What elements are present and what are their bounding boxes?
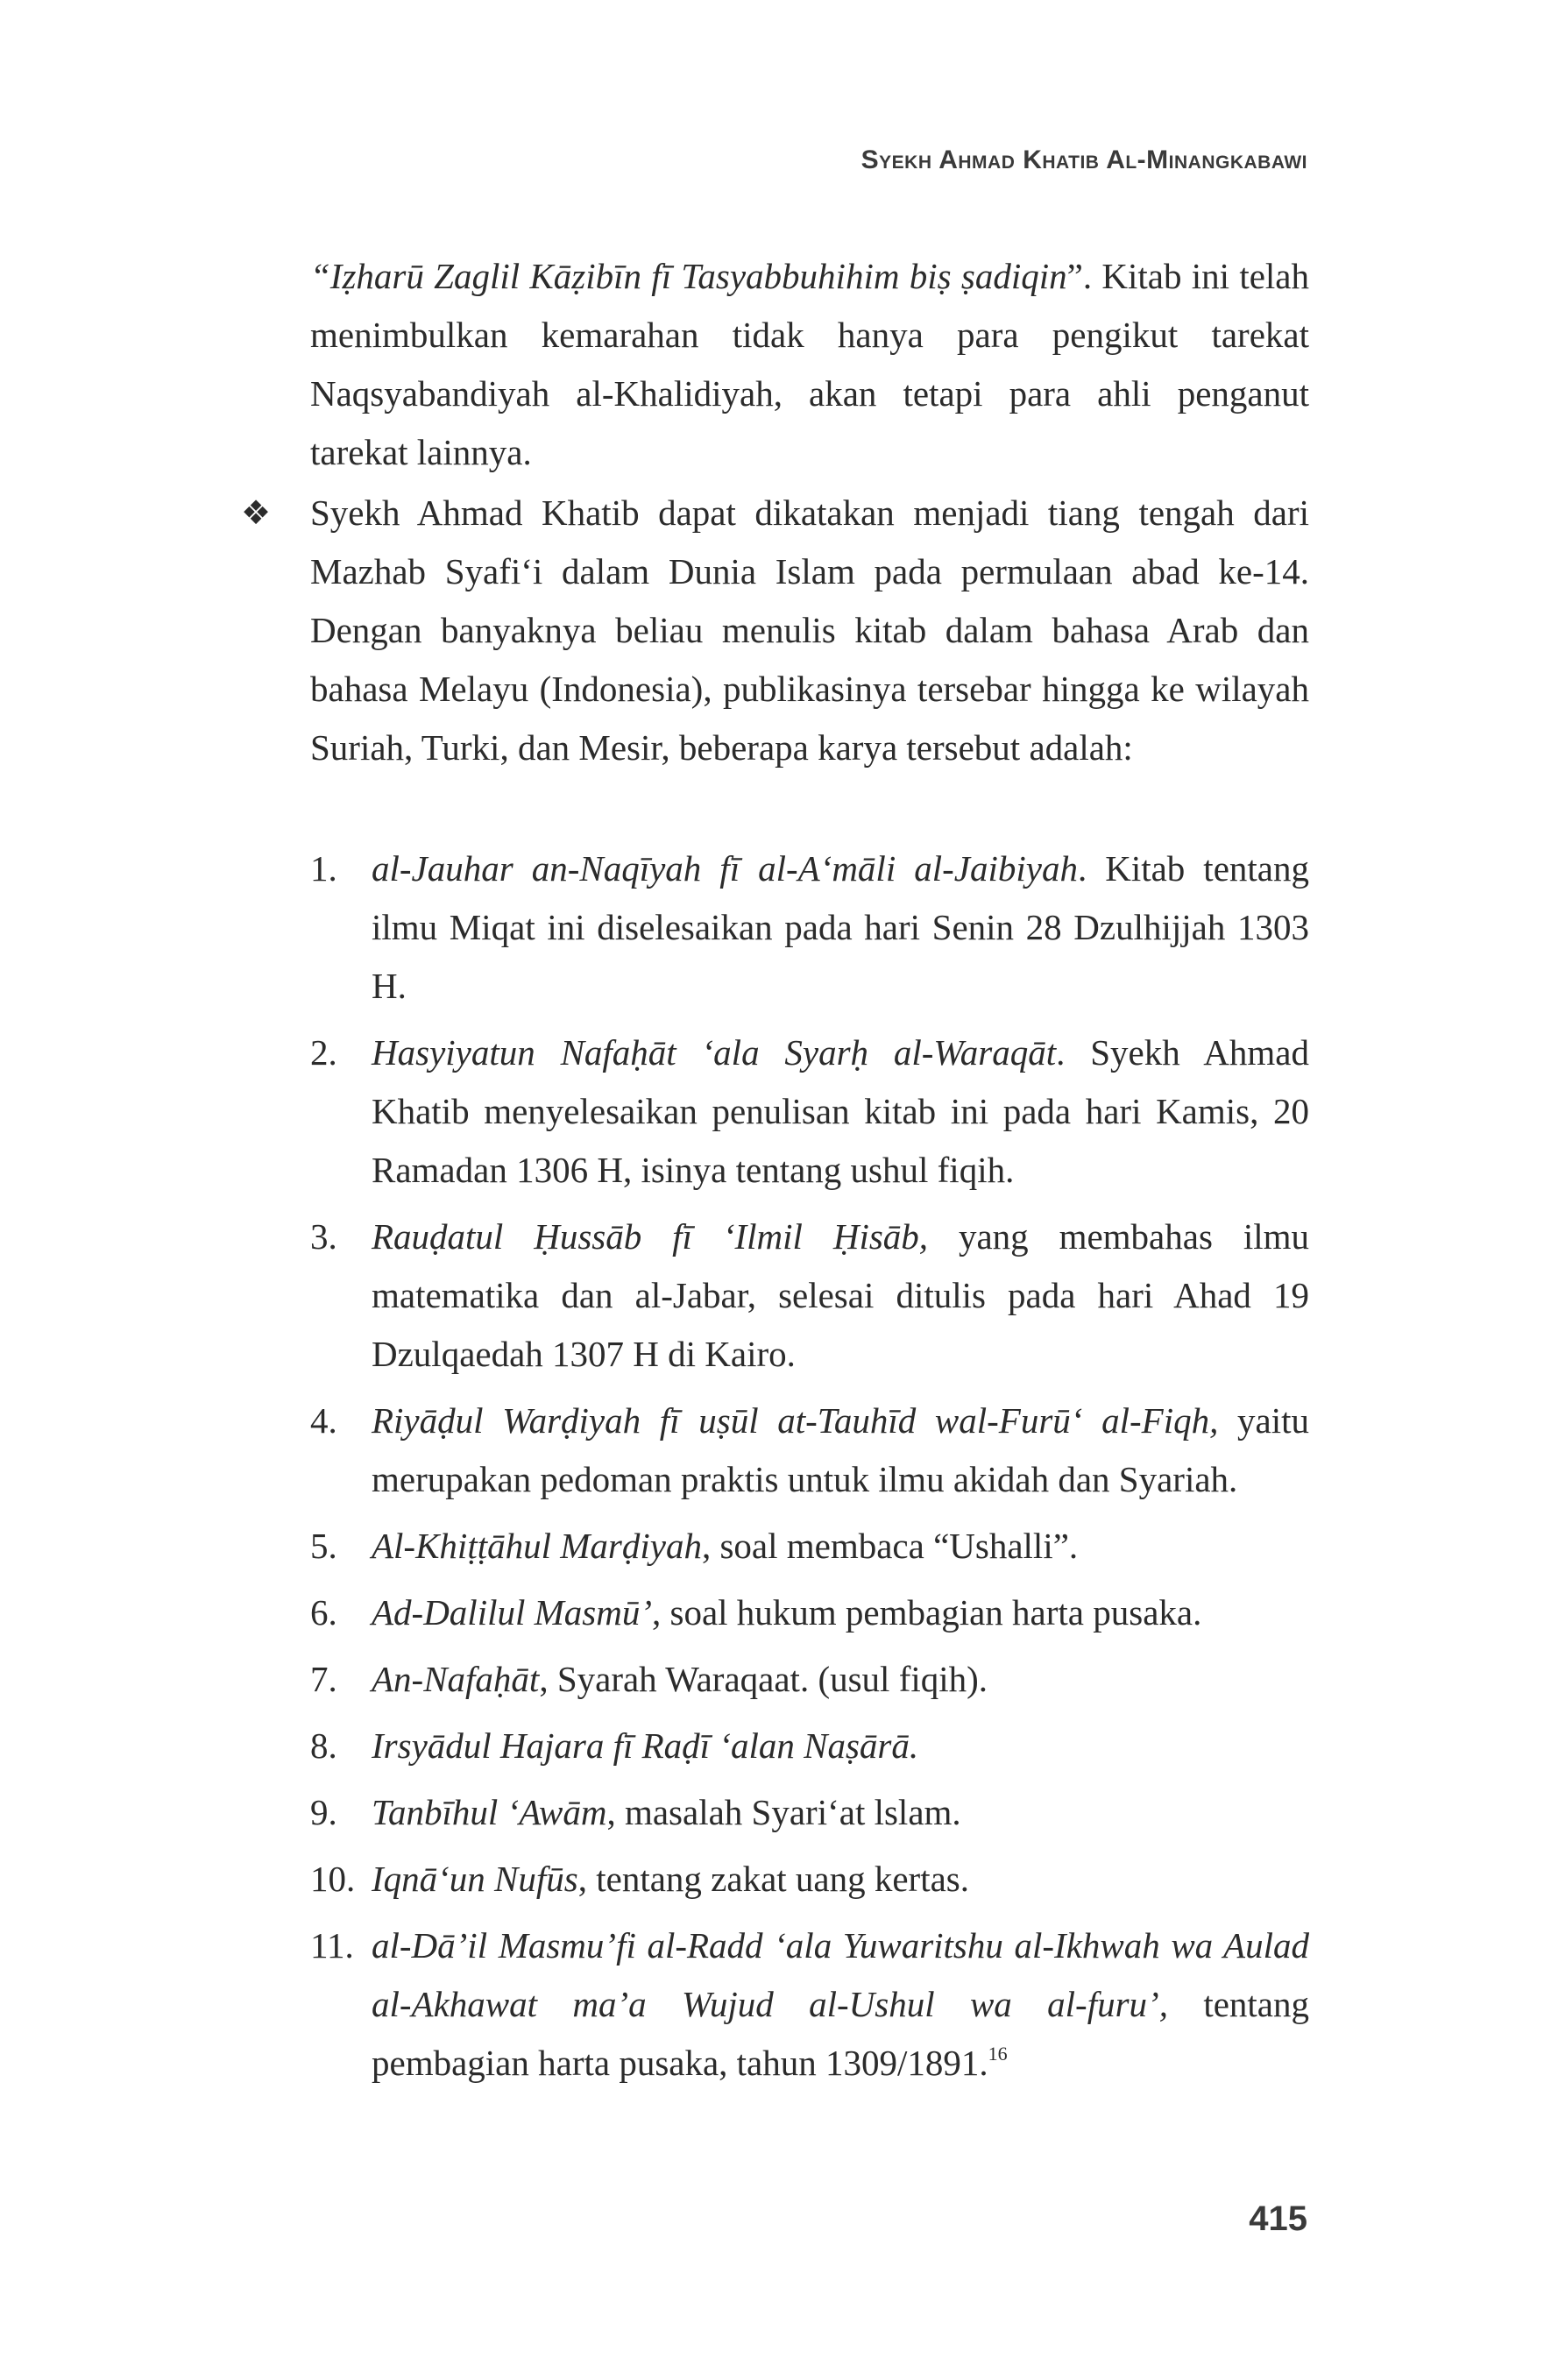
book-title: Al-Khiṭṭāhul Marḍiyah: [372, 1526, 702, 1566]
intro-text: ”. Kitab ini telah menimbulkan kemarahan tidak hanya para pengikut tarekat Naqsyabandiyah al-Khalidiyah, akan tetapi para ahli penganut tarekat lainnya.: [310, 256, 1309, 472]
list-item-number: 8.: [310, 1725, 337, 1766]
book-description: tentang pembagian harta pusaka, tahun 1309/1891.: [372, 1984, 1309, 2083]
book-description: . Kitab tentang ilmu Miqat ini diselesaikan pada hari Senin 28 Dzulhijjah 1303 H.: [372, 848, 1309, 1006]
book-title: Iqnā‘un Nufūs: [372, 1859, 578, 1899]
list-item: [310, 1024, 1309, 1200]
list-item: [310, 1916, 1309, 2093]
book-title: Irsyādul Hajara fī Raḍī ‘alan Naṣārā.: [372, 1725, 919, 1766]
book-description: , soal membaca “Ushalli”.: [701, 1526, 1079, 1566]
intro-paragraph: [310, 247, 1309, 482]
list-item: [310, 1850, 1309, 1909]
book-description: , Syarah Waraqaat. (usul fiqih).: [539, 1659, 988, 1699]
book-title: Rauḍatul Ḥussāb fī ‘Ilmil Ḥisāb,: [372, 1216, 929, 1257]
book-title: An-Nafaḥāt: [372, 1659, 540, 1699]
list-item-number: 11.: [310, 1925, 354, 1966]
list-item: [310, 1517, 1309, 1576]
page-number: 415: [1249, 2199, 1307, 2238]
list-item: [310, 1717, 1309, 1775]
list-item: [310, 1392, 1309, 1509]
book-description: , tentang zakat uang kertas.: [577, 1859, 970, 1899]
list-item: [310, 1208, 1309, 1384]
book-title: al-Dā’il Masmu’fi al-Radd ‘ala Yuwaritshu al-Ikhwah wa Aulad al-Akhawat ma’a Wujud al-Ushul wa al-furu’,: [372, 1925, 1309, 2024]
bullet-paragraph: Syekh Ahmad Khatib dapat dikatakan menjadi tiang tengah dari Mazhab Syafi‘i dalam Dunia Islam pada permulaan abad ke-14. Dengan banyaknya beliau menulis kitab dalam bahasa Arab dan bahasa Melayu (Indonesia), publikasinya tersebar hingga ke wilayah Suriah, Turki, dan Mesir, beberapa karya tersebut adalah:: [310, 492, 1309, 768]
book-title: Hasyiyatun Nafaḥāt ‘ala Syarḥ al-Waraqāt: [372, 1032, 1057, 1073]
list-item-number: 9.: [310, 1792, 337, 1832]
book-description: yaitu merupakan pedoman praktis untuk ilmu akidah dan Syariah.: [372, 1400, 1309, 1499]
book-title: Ad-Dalilul Masmū’: [372, 1592, 652, 1633]
book-title: Tanbīhul ‘Awām: [372, 1792, 607, 1832]
book-description: , masalah Syari‘at lslam.: [606, 1792, 961, 1832]
list-item: [310, 1583, 1309, 1642]
list-item: [310, 839, 1309, 1016]
list-item-number: 6.: [310, 1592, 337, 1633]
footnote-marker[interactable]: 16: [988, 2043, 1008, 2065]
list-item-number: 2.: [310, 1032, 337, 1073]
book-title: Riyāḍul Warḍiyah fī uṣūl at-Tauhīd wal-Furū‘ al-Fiqh,: [372, 1400, 1219, 1441]
list-item-number: 5.: [310, 1526, 337, 1566]
book-title: al-Jauhar an-Naqīyah fī al-A‘māli al-Jaibiyah: [372, 848, 1078, 889]
list-item-number: 10.: [310, 1859, 356, 1899]
list-item-number: 3.: [310, 1216, 337, 1257]
works-list: [310, 839, 1309, 2100]
running-header-title: Syekh Ahmad Khatib Al-Minangkabawi: [860, 145, 1307, 174]
book-description: . Syekh Ahmad Khatib menyelesaikan penulisan kitab ini pada hari Kamis, 20 Ramadan 1306 H, isinya tentang ushul fiqih.: [372, 1032, 1309, 1190]
list-item: [310, 1650, 1309, 1709]
bullet-diamond-icon: ❖: [241, 493, 272, 532]
list-item-number: 7.: [310, 1659, 337, 1699]
list-item-number: 1.: [310, 848, 337, 889]
list-item-number: 4.: [310, 1400, 337, 1441]
book-description: yang membahas ilmu matematika dan al-Jabar, selesai ditulis pada hari Ahad 19 Dzulqaedah 1307 H di Kairo.: [372, 1216, 1309, 1374]
book-description: , soal hukum pembagian harta pusaka.: [652, 1592, 1202, 1633]
intro-book-title: “Iẓharū Zaglil Kāẓibīn fī Tasyabbuhihim biṣ ṣadiqin: [310, 256, 1067, 296]
list-item: [310, 1783, 1309, 1842]
